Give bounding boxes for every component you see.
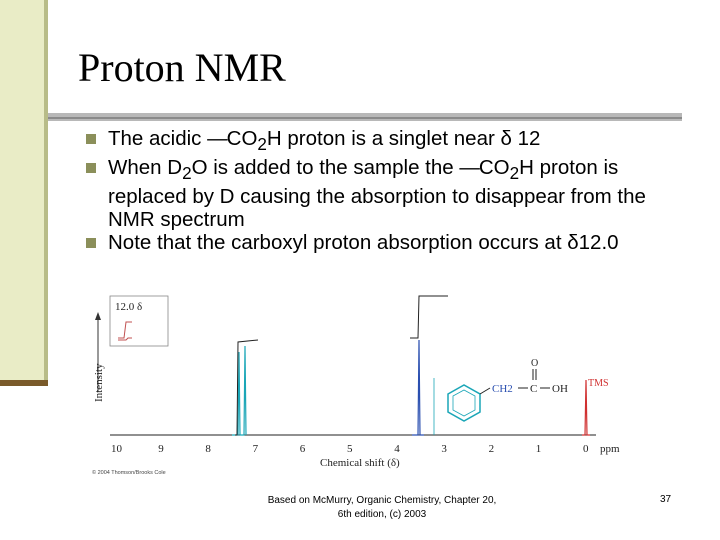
inset-label: 12.0 δ xyxy=(115,301,143,313)
nmr-spectrum-figure xyxy=(88,282,624,478)
ring-bond xyxy=(480,388,490,394)
x-tick-label: 8 xyxy=(205,443,211,455)
aromatic-peak xyxy=(232,346,246,435)
y-axis-label: Intensity xyxy=(93,363,105,402)
copyright-note: © 2004 Thomson/Brooks Cole xyxy=(92,470,166,476)
x-tick-label: 0 xyxy=(583,443,589,455)
x-tick-label: 4 xyxy=(394,443,400,455)
page-number: 37 xyxy=(660,494,672,505)
x-tick-label: 7 xyxy=(252,443,259,455)
tms-label: TMS xyxy=(588,378,609,389)
x-axis-label: Chemical shift (δ) xyxy=(320,457,400,469)
arrow-up-icon xyxy=(95,312,101,320)
ch2-group-label: CH2 xyxy=(492,383,513,395)
bullet-1: The acidic $—CO_2H$ proton is a singlet near δ 12 xyxy=(86,127,696,156)
bullet-2: When $D_2O$ is added to the sample the $—CO_2H$ proton is replaced by D causing the absorption to disappear from the NMR spectrum xyxy=(86,156,696,231)
nmr-spectrum-svg xyxy=(88,282,624,478)
benzene-inner-ring xyxy=(453,390,475,416)
ch2-integral xyxy=(410,296,448,338)
slide-title: Proton NMR xyxy=(78,45,286,90)
left-decor-bar xyxy=(0,0,48,385)
x-tick-label: 2 xyxy=(488,443,495,455)
square-bullet-icon xyxy=(86,134,96,144)
ch2-peak xyxy=(412,340,424,435)
carbonyl-carbon-label: C xyxy=(530,383,538,395)
left-decor-base xyxy=(0,380,48,386)
x-tick-label: 3 xyxy=(441,443,447,455)
inset-trace xyxy=(118,322,132,340)
x-tick-label: 5 xyxy=(347,443,353,455)
bullet-3: Note that the carboxyl proton absorption occurs at δ12.0 xyxy=(86,231,696,254)
x-unit-label: ppm xyxy=(600,443,620,455)
square-bullet-icon xyxy=(86,238,96,248)
carbonyl-oxygen-label: O xyxy=(531,358,539,369)
x-tick-labels xyxy=(111,443,589,455)
x-tick-label: 10 xyxy=(111,443,122,455)
footer-citation: Based on McMurry, Organic Chemistry, Chapter 20, 6th edition, (c) 2003 xyxy=(267,495,497,520)
left-decor-edge xyxy=(44,0,48,385)
square-bullet-icon xyxy=(86,163,96,173)
x-tick-label: 1 xyxy=(535,443,542,455)
bullet-list xyxy=(86,127,696,254)
hydroxyl-label: OH xyxy=(552,383,568,395)
x-tick-label: 6 xyxy=(299,443,306,455)
x-tick-label: 9 xyxy=(158,443,164,455)
title-divider-line xyxy=(48,117,682,119)
